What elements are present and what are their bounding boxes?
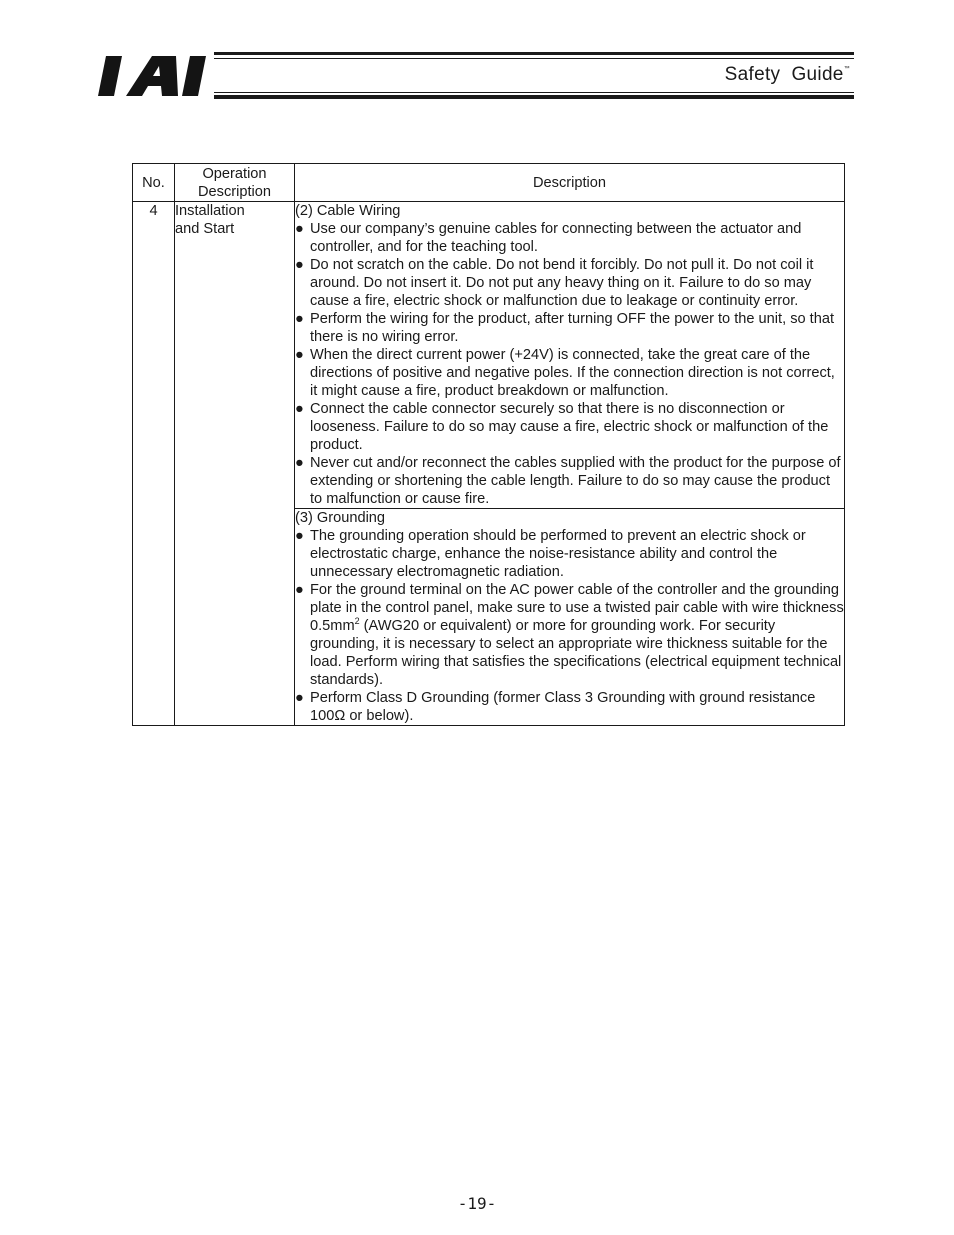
header-operation: Operation Description [175, 164, 295, 202]
grounding-list [295, 527, 844, 725]
row-no: 4 [133, 202, 175, 726]
document-title-text: Safety Guide [724, 64, 844, 85]
list-item: ● The grounding operation should be performed to prevent an electric shock or electrostatic charge, enhance the noise-resistance ability and control the unnecessary electromagnetic radiation. [295, 528, 806, 580]
list-item: ● Perform Class D Grounding (former Class 3 Grounding with ground resistance 100Ω or below). [295, 690, 816, 724]
safety-table [132, 163, 845, 726]
list-item: ● Use our company’s genuine cables for connecting between the actuator and controller, and for the teaching tool. [295, 221, 802, 255]
bullet-icon: ● [295, 311, 304, 327]
bullet-icon: ● [295, 221, 304, 237]
table-header-row [133, 164, 845, 202]
page-number: -19- [457, 1194, 497, 1213]
section-title-cable-wiring: (2) Cable Wiring [295, 203, 401, 219]
table-row [133, 202, 845, 509]
list-item: ● For the ground terminal on the AC power cable of the controller and the grounding plate in the control panel, make sure to use a twisted pair cable with wire thickness $0.5mm^2$ (AWG20 or equivalent) or more for grounding work. For security grounding, it is necessary to select an appropriate wire thickness suitable for the load. Perform wiring that satisfies the specifications (electrical equipment technical standards). [295, 582, 844, 688]
list-item: ● Do not scratch on the cable. Do not bend it forcibly. Do not pull it. Do not coil it around. Do not insert it. Do not put any heavy thing on it. Failure to do so may cause a fire, electric shock or malfunction due to leakage or continuity error. [295, 257, 814, 309]
bullet-icon: ● [295, 690, 304, 706]
bullet-icon: ● [295, 347, 304, 363]
cable-wiring-list [295, 220, 844, 508]
iai-logo [96, 54, 216, 98]
bullet-icon: ● [295, 528, 304, 544]
bullet-icon: ● [295, 257, 304, 273]
row-operation: Installation and Start [175, 202, 295, 726]
grounding-cell [295, 509, 845, 726]
cable-wiring-cell [295, 202, 845, 509]
header-no: No. [133, 164, 175, 202]
superscript: 2 [354, 616, 360, 627]
page-header [0, 0, 954, 110]
trademark-mark: ™ [843, 66, 850, 72]
bullet-icon: ● [295, 582, 304, 598]
bullet-icon: ● [295, 401, 304, 417]
header-description: Description [295, 164, 845, 202]
list-item: ● Perform the wiring for the product, after turning OFF the power to the unit, so that there is no wiring error. [295, 311, 835, 345]
list-item: ● Connect the cable connector securely so that there is no disconnection or looseness. Failure to do so may cause a fire, electric shock or malfunction of the product. [295, 401, 829, 453]
list-item: ● Never cut and/or reconnect the cables supplied with the product for the purpose of extending or shortening the cable length. Failure to do so may cause the product to malfunction or cause fire. [295, 455, 841, 507]
bullet-icon: ● [295, 455, 304, 471]
list-item: ● When the direct current power (+24V) is connected, take the great care of the directions of positive and negative poles. If the connection direction is not correct, it might cause a fire, product breakdown or malfunction. [295, 347, 835, 399]
document-title [725, 64, 850, 86]
section-title-grounding: (3) Grounding [295, 510, 386, 526]
